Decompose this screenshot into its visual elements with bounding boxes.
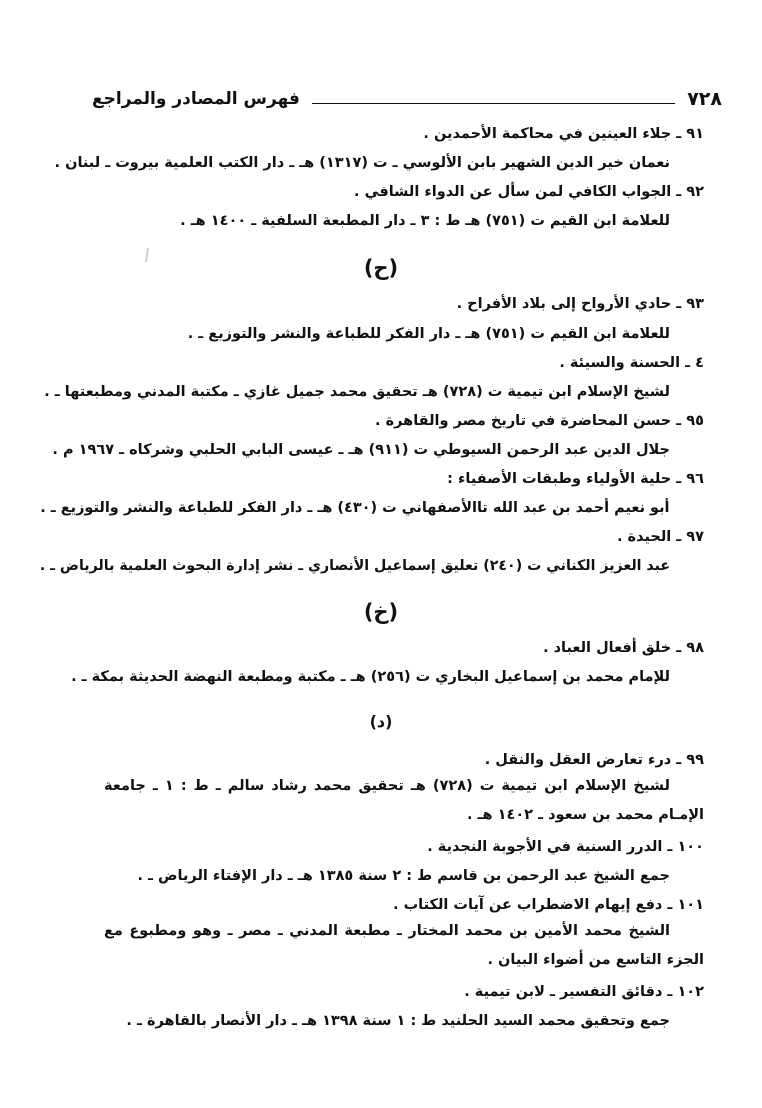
entry-detail: جمع وتحقيق محمد السيد الحلنيد ط : ١ سنة ١٣٩٨ هـ ـ دار الأنصار بالقاهرة ـ . xyxy=(126,1013,670,1029)
entry-detail: الشيخ محمد الأمين بن محمد المختار ـ مطبعة المدني ـ مصر ـ وهو ومطبوع مع الجزء التاسع من أضواء البيان . xyxy=(104,923,704,968)
entry-detail: للإمام محمد بن إسماعيل البخاري ت (٢٥٦) هـ ـ مكتبة ومطبعة النهضة الحديثة بمكة ـ . xyxy=(71,669,670,685)
entry-detail: جمع الشيخ عبد الرحمن بن قاسم ط : ٢ سنة ١٣٨٥ هـ ـ دار الإفتاء الرياض ـ . xyxy=(137,868,670,884)
entry-title: ١٠١ ـ دفع إيهام الاضطراب عن آيات الكتاب . xyxy=(393,897,704,913)
running-title: فهرس المصادر والمراجع xyxy=(92,89,300,109)
entry-title: ٤ ـ الحسنة والسيئة . xyxy=(559,355,704,371)
entry-detail: نعمان خير الدين الشهير بابن الألوسي ـ ت (١٣١٧) هـ ـ دار الكتب العلمية بيروت ـ لبنان . xyxy=(54,155,670,171)
entry-detail: للعلامة ابن القيم ت (٧٥١) هـ ـ دار الفكر للطباعة والنشر والتوزيع ـ . xyxy=(187,326,670,342)
entry-title: ١٠٢ ـ دقائق التفسير ـ لابن تيمية . xyxy=(464,984,704,1000)
header-rule xyxy=(312,103,675,104)
section-heading: (ح) xyxy=(363,256,399,280)
entry-detail: أبو نعيم أحمد بن عبد الله تاالأصفهاني ت (٤٣٠) هـ ـ دار الفكر للطباعة والنشر والتوزيع ـ . xyxy=(40,500,670,516)
page-number: ٧٢٨ xyxy=(687,88,722,110)
section-heading: (خ) xyxy=(363,600,399,624)
entry-detail: لشيخ الإسلام ابن تيمية ت (٧٢٨) هـ تحقيق محمد رشاد سالم ـ ط : ١ ـ جامعة الإمـام محمد بن سعود ـ ١٤٠٢ هـ . xyxy=(104,778,704,823)
entry-detail: لشيخ الإسلام ابن تيمية ت (٧٢٨) هـ تحقيق محمد جميل غازي ـ مكتبة المدني ومطبعتها ـ . xyxy=(44,384,670,400)
entry-title: ٩٥ ـ حسن المحاضرة في تاريخ مصر والقاهرة . xyxy=(375,413,704,429)
entry-title: ٩٧ ـ الحيدة . xyxy=(616,529,704,545)
entry-title: ٩٨ ـ خلق أفعال العباد . xyxy=(543,640,704,656)
entry-title: ٩٦ ـ حلية الأولياء وطبقات الأصفياء : xyxy=(447,471,704,487)
entry-detail: للعلامة ابن القيم ت (٧٥١) هـ ط : ٣ ـ دار المطبعة السلفية ـ ١٤٠٠ هـ . xyxy=(180,213,670,229)
entry-title: ٩٣ ـ حادي الأرواح إلى بلاد الأفراح . xyxy=(456,296,704,312)
section-heading: (د) xyxy=(369,712,393,731)
entry-detail: جلال الدين عبد الرحمن السيوطي ت (٩١١) هـ ـ عيسى البابي الحلبي وشركاه ـ ١٩٦٧ م . xyxy=(52,442,670,458)
entry-title: ١٠٠ ـ الدرر السنية في الأجوبة النجدية . xyxy=(427,839,704,855)
entry-detail: عبد العزيز الكناني ت (٢٤٠) تعليق إسماعيل الأنصاري ـ نشر إدارة البحوث العلمية بالرياض ـ . xyxy=(39,558,670,574)
entry-title: ٩١ ـ جلاء العينين في محاكمة الأحمدين . xyxy=(423,126,704,142)
entry-title: ٩٢ ـ الجواب الكافي لمن سأل عن الدواء الشافي . xyxy=(354,184,704,200)
page-header xyxy=(92,84,722,114)
entry-title: ٩٩ ـ درء تعارض العقل والنقل . xyxy=(484,752,704,768)
